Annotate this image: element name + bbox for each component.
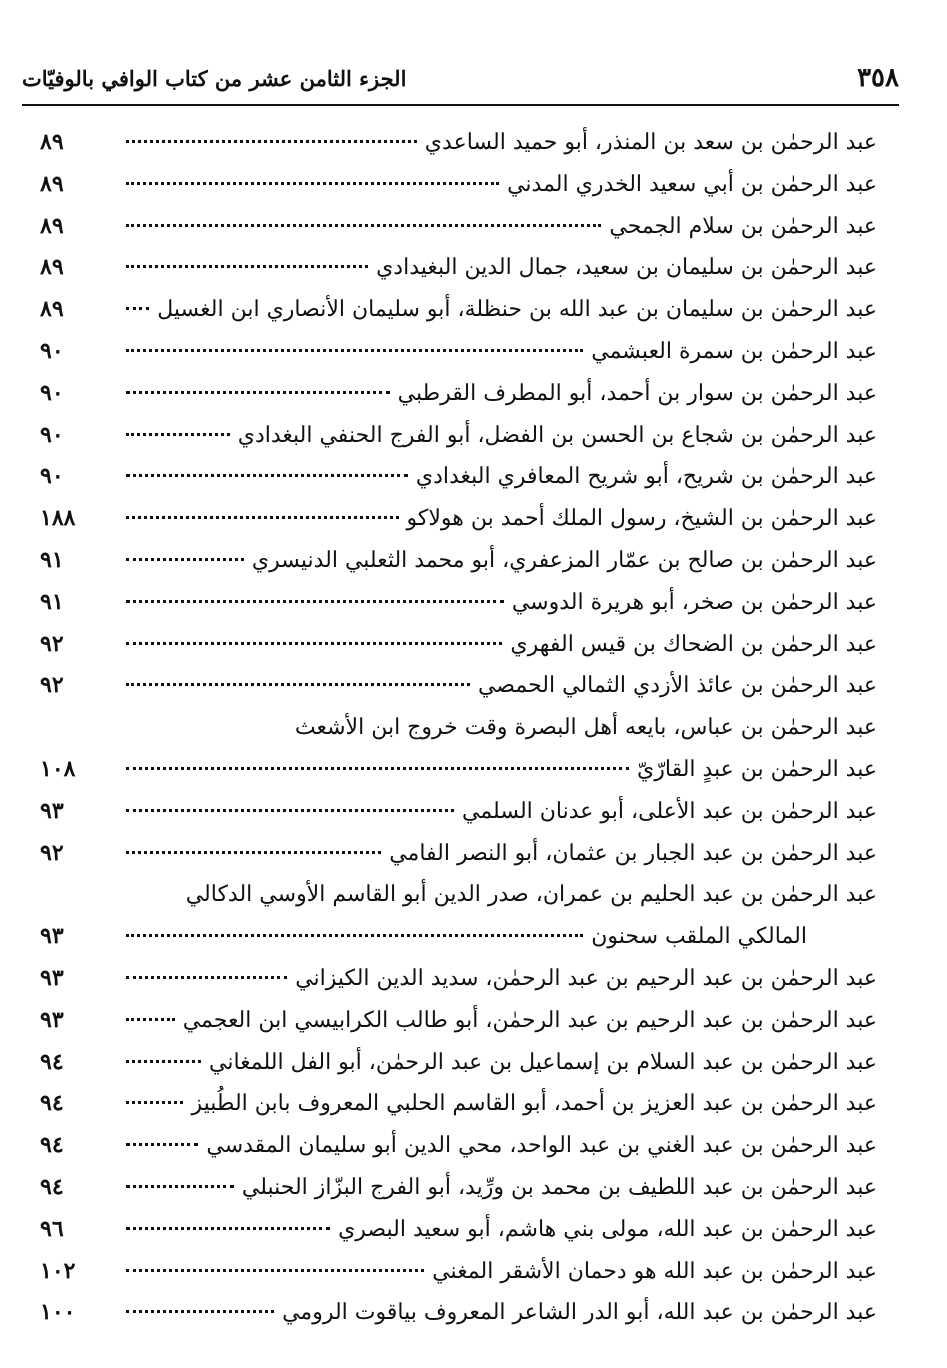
leader-dots	[126, 767, 629, 770]
index-entry	[40, 122, 877, 164]
index-entry	[40, 707, 877, 749]
index-entry	[40, 665, 877, 707]
entry-name: عبد الرحمٰن بن عبد الأعلى، أبو عدنان السلمي	[461, 798, 877, 824]
entry-name: عبد الرحمٰن بن عبد الله، أبو الدر الشاعر المعروف بياقوت الرومي	[282, 1300, 877, 1326]
index-entry	[40, 373, 877, 415]
entry-name: عبد الرحمٰن بن سلام الجمحي	[609, 213, 877, 239]
entry-page-number: ٩٠	[40, 379, 64, 406]
entry-page-number: ٩٢	[40, 839, 64, 866]
entry-page-number: ٨٩	[40, 296, 64, 323]
entry-name: عبد الرحمٰن بن سليمان بن عبد الله بن حنظلة، أبو سليمان الأنصاري ابن الغسيل	[157, 297, 877, 323]
entry-page-number: ٩٣	[40, 1006, 64, 1033]
entry-name: عبد الرحمٰن بن شريح، أبو شريح المعافري البغدادي	[415, 464, 877, 490]
leader-dots	[126, 1060, 201, 1063]
leader-dots	[126, 558, 244, 561]
index-entry	[40, 1125, 877, 1167]
entry-page-number: ٩٢	[40, 630, 64, 657]
leader-dots	[126, 1310, 274, 1313]
entry-page-number: ٩٣	[40, 797, 64, 824]
entry-name: عبد الرحمٰن بن عبد الله هو دحمان الأشقر المغني	[432, 1258, 877, 1284]
entry-page-number: ٩١	[40, 588, 64, 615]
entry-name: عبد الرحمٰن بن عبد العزيز بن أحمد، أبو القاسم الحلبي المعروف بابن الطُبيز	[191, 1091, 877, 1117]
leader-dots	[126, 265, 368, 268]
entry-page-number: ٩٠	[40, 463, 64, 490]
index-list	[40, 122, 877, 1334]
entry-name: عبد الرحمٰن بن صالح بن عمّار المزعفري، أبو محمد الثعلبي الدنيسري	[251, 547, 877, 573]
entry-name: عبد الرحمٰن بن أبي سعيد الخدري المدني	[507, 171, 877, 197]
leader-dots	[126, 433, 230, 436]
entry-page-number: ٩٣	[40, 923, 64, 950]
leader-dots	[126, 683, 470, 686]
index-entry	[40, 749, 877, 791]
index-entry	[40, 874, 877, 916]
entry-page-number: ٨٩	[40, 170, 64, 197]
index-entry	[40, 1251, 877, 1293]
leader-dots	[126, 224, 601, 227]
index-entry	[40, 331, 877, 373]
entry-page-number: ٩٢	[40, 672, 64, 699]
entry-page-number: ٨٩	[40, 212, 64, 239]
entry-page-number: ٩٤	[40, 1132, 64, 1159]
index-entry	[40, 1083, 877, 1125]
page-number: ٣٥٨	[857, 63, 899, 93]
entry-name: عبد الرحمٰن بن صخر، أبو هريرة الدوسي	[511, 589, 877, 615]
entry-page-number: ٩٠	[40, 421, 64, 448]
index-entry	[40, 1209, 877, 1251]
index-entry	[40, 247, 877, 289]
entry-page-number: ٩١	[40, 546, 64, 573]
index-entry	[40, 415, 877, 457]
index-entry	[40, 958, 877, 1000]
leader-dots	[126, 809, 454, 812]
entry-page-number: ٩٠	[40, 337, 64, 364]
entry-name: عبد الرحمٰن بن عبد الرحيم بن عبد الرحمٰن، سديد الدين الكيزاني	[295, 965, 877, 991]
leader-dots	[126, 1143, 198, 1146]
index-entry	[40, 289, 877, 331]
leader-dots	[126, 851, 381, 854]
entry-name: عبد الرحمٰن بن عبد الحليم بن عمران، صدر الدين أبو القاسم الأوسي الدكالي	[185, 882, 877, 908]
page-header	[22, 58, 899, 98]
header-rule	[22, 104, 899, 106]
entry-name: عبد الرحمٰن بن عبد الجبار بن عثمان، أبو النصر الفامي	[389, 840, 877, 866]
index-entry	[40, 164, 877, 206]
entry-name: عبد الرحمٰن بن عبد اللطيف بن محمد بن ورِّيد، أبو الفرج البزّاز الحنبلي	[241, 1174, 877, 1200]
entry-name: عبد الرحمٰن بن عبد الغني بن عبد الواحد، محي الدين أبو سليمان المقدسي	[206, 1133, 877, 1159]
leader-dots	[126, 182, 499, 185]
entry-page-number: ٩٣	[40, 964, 64, 991]
leader-dots	[126, 600, 504, 603]
entry-name: عبد الرحمٰن بن عباس، بايعه أهل البصرة وقت خروج ابن الأشعث	[294, 715, 877, 741]
index-entry	[40, 206, 877, 248]
entry-page-number: ٨٩	[40, 254, 64, 281]
index-entry	[40, 1000, 877, 1042]
entry-page-number: ١٨٨	[40, 505, 76, 532]
entry-name: عبد الرحمٰن بن عبد الله، مولى بني هاشم، أبو سعيد البصري	[338, 1216, 877, 1242]
entry-name: عبد الرحمٰن بن الشيخ، رسول الملك أحمد بن هولاكو	[406, 506, 877, 532]
entry-name: عبد الرحمٰن بن عبد الرحيم بن عبد الرحمٰن، أبو طالب الكرابيسي ابن العجمي	[182, 1007, 877, 1033]
leader-dots	[126, 934, 583, 937]
index-entry	[40, 1042, 877, 1084]
entry-page-number: ٩٤	[40, 1090, 64, 1117]
entry-name: عبد الرحمٰن بن عبد السلام بن إسماعيل بن عبد الرحمٰن، أبو الفل اللمغاني	[209, 1049, 877, 1075]
leader-dots	[126, 1269, 424, 1272]
leader-dots	[126, 976, 287, 979]
entry-name: عبد الرحمٰن بن الضحاك بن قيس الفهري	[510, 631, 877, 657]
index-entry	[40, 916, 877, 958]
index-entry	[40, 540, 877, 582]
leader-dots	[126, 516, 399, 519]
running-title: الجزء الثامن عشر من كتاب الوافي بالوفيّات	[22, 65, 407, 91]
entry-name: عبد الرحمٰن بن سليمان بن سعيد، جمال الدين البغيدادي	[376, 255, 877, 281]
entry-page-number: ٩٦	[40, 1215, 64, 1242]
leader-dots	[126, 1227, 330, 1230]
entry-name: عبد الرحمٰن بن سعد بن المنذر، أبو حميد الساعدي	[424, 130, 877, 155]
index-entry	[40, 456, 877, 498]
entry-name: عبد الرحمٰن بن سوار بن أحمد، أبو المطرف القرطبي	[397, 380, 877, 406]
leader-dots	[126, 1185, 234, 1188]
leader-dots	[126, 1101, 183, 1104]
entry-page-number: ١٠٨	[40, 755, 76, 782]
index-entry	[40, 1167, 877, 1209]
leader-dots	[126, 140, 417, 143]
entry-page-number: ٩٤	[40, 1048, 64, 1075]
entry-name: عبد الرحمٰن بن عائذ الأزدي الثمالي الحمصي	[477, 673, 877, 699]
leader-dots	[126, 1018, 175, 1021]
entry-name: عبد الرحمٰن بن شجاع بن الحسن بن الفضل، أبو الفرج الحنفي البغدادي	[237, 422, 877, 448]
index-entry	[40, 791, 877, 833]
entry-page-number: ٩٤	[40, 1173, 64, 1200]
leader-dots	[126, 307, 149, 310]
index-entry	[40, 498, 877, 540]
leader-dots	[126, 349, 583, 352]
index-entry	[40, 833, 877, 875]
entry-name: عبد الرحمٰن بن سمرة العبشمي	[591, 338, 877, 364]
leader-dots	[126, 642, 502, 645]
entry-page-number: ١٠٢	[40, 1257, 76, 1284]
leader-dots	[126, 474, 408, 477]
index-entry	[40, 1292, 877, 1334]
leader-dots	[126, 391, 390, 394]
index-entry	[40, 582, 877, 624]
entry-name: عبد الرحمٰن بن عبدٍ القارّيّ	[637, 756, 877, 782]
entry-page-number: ١٠٠	[40, 1299, 76, 1326]
entry-name: المالكي الملقب سحنون	[591, 924, 807, 950]
entry-page-number: ٨٩	[40, 129, 64, 155]
index-entry	[40, 624, 877, 666]
